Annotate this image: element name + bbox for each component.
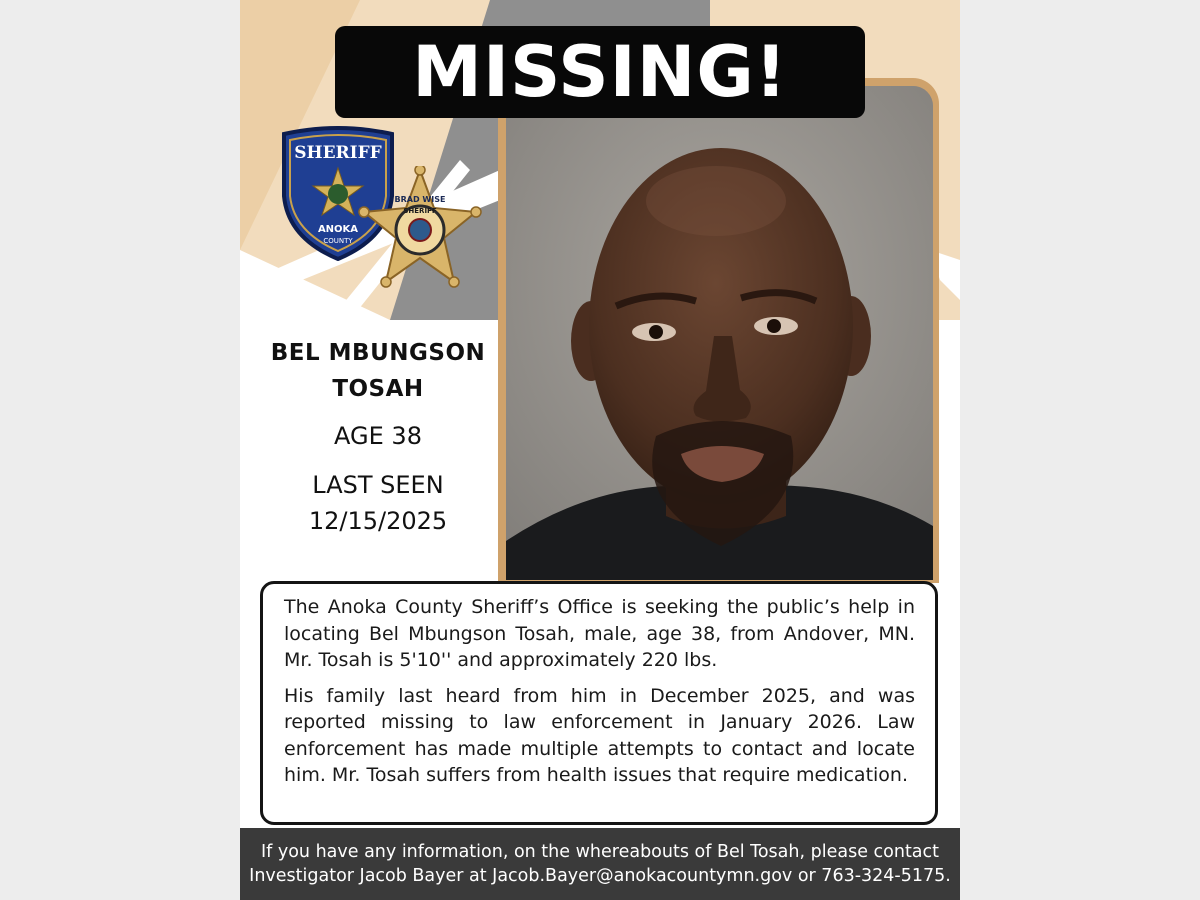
- svg-text:COUNTY: COUNTY: [323, 237, 353, 245]
- person-age: AGE 38: [334, 422, 422, 450]
- person-photo: [506, 86, 933, 580]
- person-name-line2: TOSAH: [332, 376, 424, 402]
- last-seen-label: LAST SEEN: [312, 471, 444, 499]
- last-seen-date: 12/15/2025: [308, 507, 448, 535]
- contact-line-2: Investigator Jacob Bayer at Jacob.Bayer@anokacountymn.gov or 763-324-5175.: [249, 866, 951, 886]
- person-name-line1: BEL MBUNGSON: [270, 340, 486, 366]
- person-name: [240, 335, 516, 407]
- missing-headline: MISSING!: [335, 26, 865, 118]
- contact-line-1: If you have any information, on the whereabouts of Bel Tosah, please contact: [260, 842, 940, 862]
- svg-text:BRAD WISE: BRAD WISE: [394, 195, 446, 204]
- contact-footer: [240, 828, 960, 900]
- sheriff-star-badge: [358, 166, 482, 290]
- svg-text:ANOKA: ANOKA: [317, 224, 359, 235]
- svg-text:SHERIFF: SHERIFF: [403, 207, 437, 215]
- description-paragraph-2: His family last heard from him in December 2025, and was reported missing to law enforcement in January 2026. Law enforcement has made multiple attempts to contact and locate him. Mr. Tosah suffers from health issues that require medication.: [284, 684, 915, 786]
- description-box: [260, 581, 938, 825]
- missing-poster: [240, 0, 960, 900]
- description-paragraph-1: The Anoka County Sheriff’s Office is seeking the public’s help in locating Bel Mbungson Tosah, male, age 38, from Andover, MN. Mr. Tosah is 5'10'' and approximately 220 lbs.: [284, 596, 915, 671]
- svg-text:SHERIFF: SHERIFF: [294, 143, 382, 163]
- person-summary: [240, 335, 516, 535]
